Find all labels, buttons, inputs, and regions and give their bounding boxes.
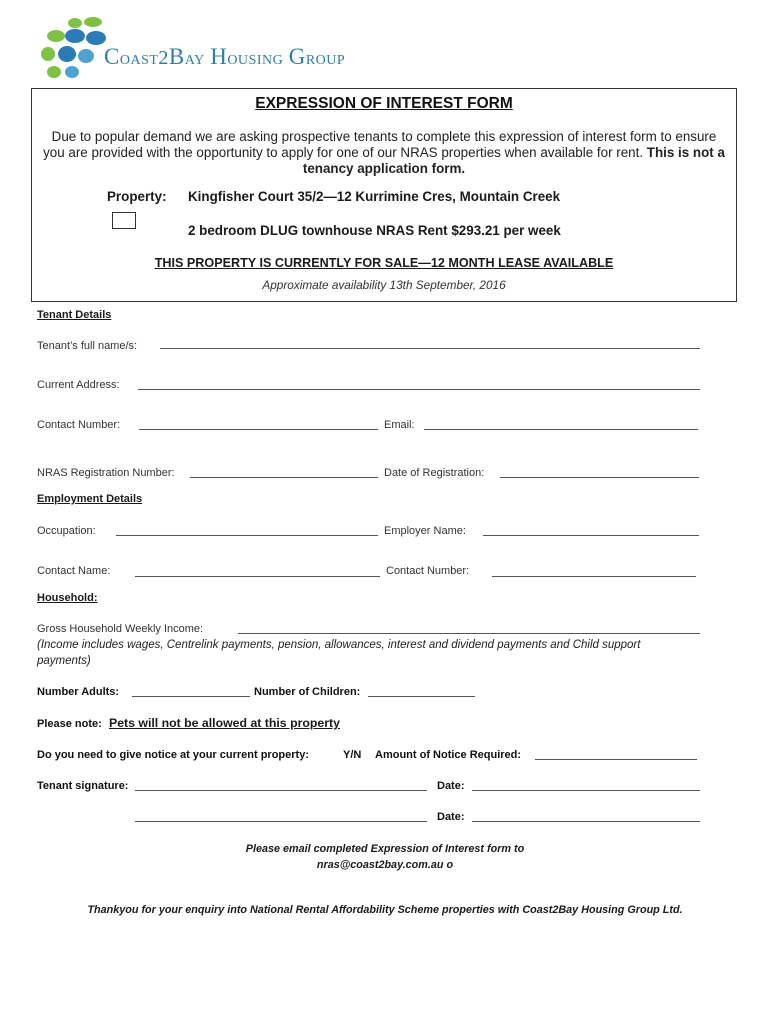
property-label: Property:	[107, 189, 167, 204]
nras-label: NRAS Registration Number:	[37, 467, 175, 479]
address-label: Current Address:	[37, 379, 120, 391]
income-note: (Income includes wages, Centrelink payments, pension, allowances, interest and dividend payments and Child support payments)	[37, 639, 641, 667]
date-label-1: Date:	[437, 780, 465, 792]
company-name: Coast2Bay Housing Group	[104, 44, 346, 69]
household-heading: Household:	[37, 592, 98, 604]
date-registration-label: Date of Registration:	[384, 467, 485, 479]
contact-number-label: Contact Number:	[37, 419, 121, 431]
employment-details-heading: Employment Details	[37, 493, 143, 505]
email-instructions: Please email completed Expression of Interest form to nras@coast2bay.com.au o	[0, 841, 770, 873]
intro-text: Due to popular demand we are asking prospective tenants to complete this expression of interest form to ensure you are provided with the opportunity to apply for one of our NRAS properties when available for rent. This is not a tenancy application form.	[43, 129, 725, 176]
occupation-field[interactable]	[116, 535, 378, 536]
form-title: EXPRESSION OF INTEREST FORM	[255, 95, 513, 112]
contact-number-field[interactable]	[139, 429, 378, 430]
date-field-2[interactable]	[472, 821, 700, 822]
nras-field[interactable]	[190, 477, 378, 478]
employer-contact-number-field[interactable]	[492, 576, 696, 577]
employer-name-field[interactable]	[483, 535, 699, 536]
thank-you-note: Thankyou for your enquiry into National Rental Affordability Scheme properties with Coast2Bay Housing Group Ltd.	[87, 904, 683, 916]
property-address: Kingfisher Court 35/2—12 Kurrimine Cres, Mountain Creek	[188, 189, 561, 204]
intro-bold-note: This is not a tenancy application form.	[302, 145, 725, 176]
children-label: Number of Children:	[254, 686, 361, 698]
tenant-details-heading: Tenant Details	[37, 309, 112, 321]
income-label: Gross Household Weekly Income:	[37, 623, 204, 635]
date-field-1[interactable]	[472, 790, 700, 791]
notice-amount-field[interactable]	[535, 759, 697, 760]
sale-note: THIS PROPERTY IS CURRENTLY FOR SALE—12 MONTH LEASE AVAILABLE	[154, 256, 614, 270]
employer-name-label: Employer Name:	[384, 525, 466, 537]
property-checkbox[interactable]	[112, 212, 136, 229]
address-field[interactable]	[138, 389, 700, 390]
yes-no-option[interactable]: Y/N	[343, 749, 362, 761]
contact-name-label: Contact Name:	[37, 565, 111, 577]
signature-field[interactable]	[135, 790, 427, 791]
notice-amount-label: Amount of Notice Required:	[375, 749, 522, 761]
please-note-label: Please note:	[37, 718, 102, 730]
availability-text: Approximate availability 13th September, 2016	[262, 278, 506, 292]
adults-field[interactable]	[132, 696, 250, 697]
occupation-label: Occupation:	[37, 525, 96, 537]
employer-contact-number-label: Contact Number:	[386, 565, 470, 577]
contact-name-field[interactable]	[135, 576, 380, 577]
date-label-2: Date:	[437, 811, 465, 823]
children-field[interactable]	[368, 696, 475, 697]
property-info-box	[31, 88, 737, 302]
full-name-field[interactable]	[160, 348, 700, 349]
pets-note: Pets will not be allowed at this property	[109, 716, 340, 730]
email-label: Email:	[384, 419, 415, 431]
property-description: 2 bedroom DLUG townhouse NRAS Rent $293.21 per week	[188, 223, 561, 238]
email-field[interactable]	[424, 429, 698, 430]
full-name-label: Tenant’s full name/s:	[37, 340, 138, 352]
notice-question: Do you need to give notice at your current property:	[37, 749, 309, 761]
contact-email[interactable]: nras@coast2bay.com.au o	[316, 859, 454, 871]
signature-field-2[interactable]	[135, 821, 427, 822]
date-registration-field[interactable]	[500, 477, 699, 478]
signature-label: Tenant signature:	[37, 780, 129, 792]
company-logo	[38, 16, 398, 82]
adults-label: Number Adults:	[37, 686, 120, 698]
income-field[interactable]	[238, 633, 700, 634]
